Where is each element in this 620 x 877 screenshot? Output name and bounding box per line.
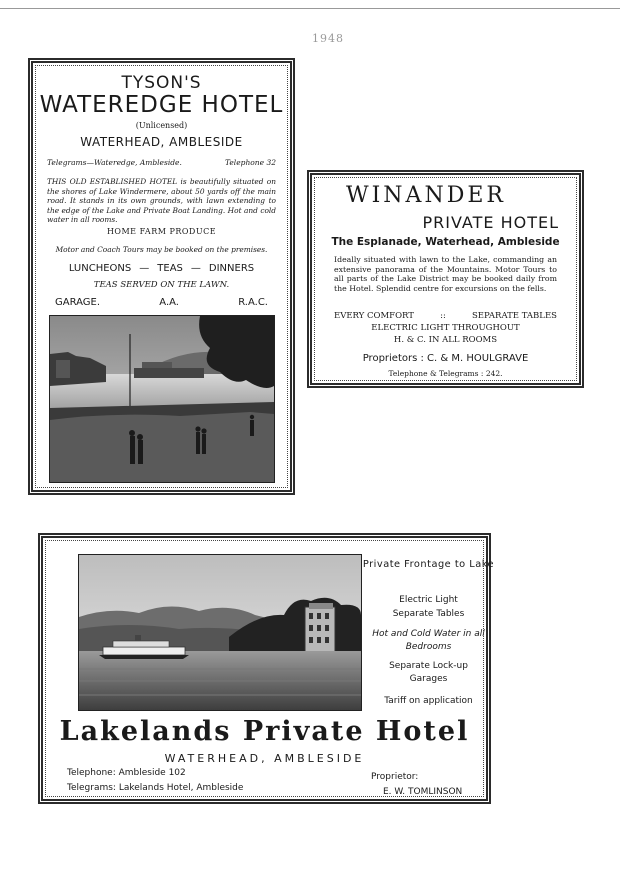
pencil-annotation: 1948: [312, 32, 344, 45]
lake-steamer-photo: [78, 554, 362, 711]
advert-winander-hotel: [307, 170, 584, 388]
amenity-hot-cold-water: Hot and Cold Water in all Bedrooms: [372, 629, 485, 652]
telegrams-line: Telegrams: Lakelands Hotel, Ambleside: [67, 783, 244, 793]
amenity-electric-light: Electric Light: [399, 595, 458, 605]
features-line-1: [334, 311, 557, 321]
telegrams-line: Telegrams—Wateredge, Ambleside.: [47, 158, 182, 167]
scan-edge-line: [0, 8, 620, 9]
hotel-address: WATERHEAD, AMBLESIDE: [164, 752, 365, 765]
hotel-address: The Esplanade, Waterhead, Ambleside: [331, 236, 560, 248]
hotel-name: Lakelands Private Hotel: [59, 716, 470, 747]
amenity-garages: Separate Lock-up Garages: [389, 661, 468, 684]
proprietors: Proprietors : C. & M. HOULGRAVE: [362, 353, 529, 364]
advert-lakelands-hotel: [38, 533, 495, 804]
meal-teas: TEAS: [157, 263, 183, 274]
hotel-description: THIS OLD ESTABLISHED HOTEL is beautifully situated on the shores of Lake Windermere, about 50 yards off the main road. It stands in its own grounds, with lawn extending to the edge of the Lake and Private Boat Landing. Hot and cold water in all rooms.: [47, 177, 276, 225]
teas-on-lawn: TEAS SERVED ON THE LAWN.: [93, 280, 230, 290]
meal-separator: —: [190, 263, 201, 274]
facility-garage: GARAGE.: [55, 297, 101, 308]
hotel-name: WINANDER: [346, 183, 506, 208]
hotel-subtitle: PRIVATE HOTEL: [422, 213, 559, 232]
feature-separator: ::: [440, 311, 446, 321]
hotel-address: WATERHEAD, AMBLESIDE: [80, 135, 243, 149]
meals-line: [47, 263, 276, 274]
meal-separator: —: [139, 263, 150, 274]
telephone-line: Telephone: Ambleside 102: [67, 768, 186, 778]
hotel-description: Ideally situated with lawn to the Lake, commanding an extensive panorama of the Mountains. Motor Tours to all parts of the Lake District may be booked daily from the Hotel. Splendid centre for excursions on the fells.: [334, 255, 557, 293]
telephone-telegrams: Telephone & Telegrams : 242.: [388, 369, 503, 378]
facility-rac: R.A.C.: [238, 297, 268, 308]
telephone-line: Telephone 32: [224, 158, 276, 167]
tours-note: Motor and Coach Tours may be booked on the premises.: [55, 245, 268, 254]
feature-every-comfort: EVERY COMFORT: [334, 311, 414, 321]
amenity-frontage: Private Frontage to Lake: [362, 559, 495, 570]
feature-separate-tables: SEPARATE TABLES: [471, 311, 557, 321]
hotel-name-line2: WATEREDGE HOTEL: [39, 92, 284, 118]
advert-wateredge-hotel: [28, 58, 295, 495]
facilities-line: [47, 297, 276, 308]
amenity-separate-tables: Separate Tables: [392, 609, 465, 619]
tariff-note: Tariff on application: [384, 696, 473, 706]
proprietor-name: E. W. TOMLINSON: [383, 787, 463, 797]
home-farm-produce: HOME FARM PRODUCE: [106, 227, 217, 236]
facility-aa: A.A.: [159, 297, 179, 308]
hotel-name-line1: TYSON'S: [121, 73, 202, 93]
meal-dinners: DINNERS: [208, 263, 255, 274]
hotel-lawn-photo: [49, 315, 275, 483]
proprietor-label: Proprietor:: [371, 772, 419, 782]
feature-electric-light: ELECTRIC LIGHT THROUGHOUT: [371, 323, 520, 333]
meal-luncheons: LUNCHEONS: [68, 263, 132, 274]
licence-note: (Unlicensed): [135, 121, 188, 130]
feature-hot-cold: H. & C. IN ALL ROOMS: [393, 335, 498, 345]
